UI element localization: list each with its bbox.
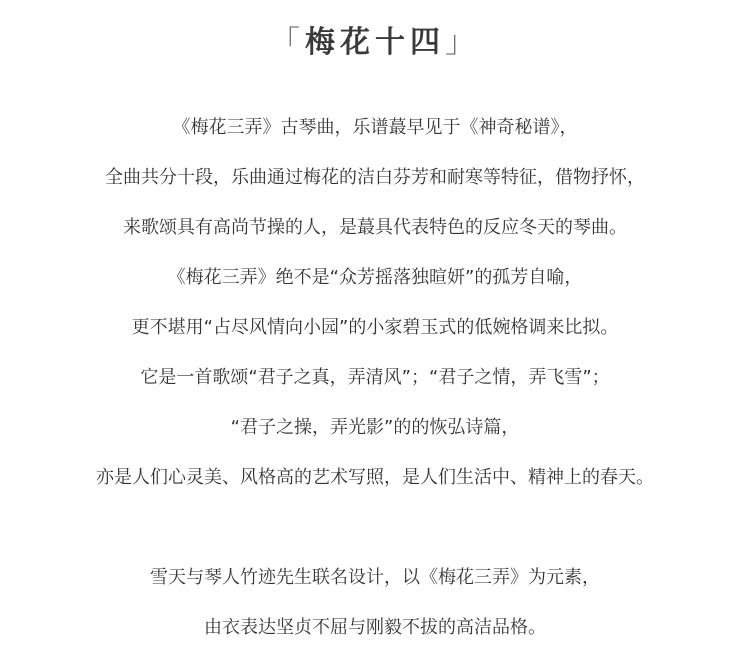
design-note-line: 雪天与琴人竹迹先生联名设计，以《梅花三弄》为元素， bbox=[150, 567, 600, 588]
intro-line: “君子之操，弄光影”的的恢弘诗篇， bbox=[230, 417, 520, 438]
intro-line: 全曲共分十段，乐曲通过梅花的洁白芬芳和耐寒等特征，借物抒怀， bbox=[105, 167, 645, 188]
intro-line: 它是一首歌颂“君子之真，弄清风”；“君子之情，弄飞雪”； bbox=[140, 367, 610, 388]
intro-line: 更不堪用“占尽风情向小园”的小家碧玉式的低婉格调来比拟。 bbox=[131, 317, 619, 338]
intro-line: 《梅花三弄》古琴曲，乐谱蕞早见于《神奇秘谱》， bbox=[172, 117, 578, 138]
title-block bbox=[0, 18, 750, 68]
design-note-line: 由衣表达坚贞不屈与刚毅不拔的高洁品格。 bbox=[204, 617, 546, 638]
intro-line: 来歌颂具有高尚节操的人，是蕞具代表特色的反应冬天的琴曲。 bbox=[123, 217, 627, 238]
design-note-paragraph bbox=[0, 553, 750, 653]
intro-paragraph bbox=[0, 103, 750, 503]
title-text: 梅花十四 bbox=[305, 25, 445, 60]
title-close-bracket: 」 bbox=[445, 25, 480, 60]
intro-line: 亦是人们心灵美、风格高的艺术写照，是人们生活中、精神上的春天。 bbox=[96, 467, 654, 488]
intro-line: 《梅花三弄》绝不是“众芳摇落独暄妍”的孤芳自喻， bbox=[167, 267, 583, 288]
title-open-bracket: 「 bbox=[270, 25, 305, 60]
page-title bbox=[270, 18, 480, 68]
